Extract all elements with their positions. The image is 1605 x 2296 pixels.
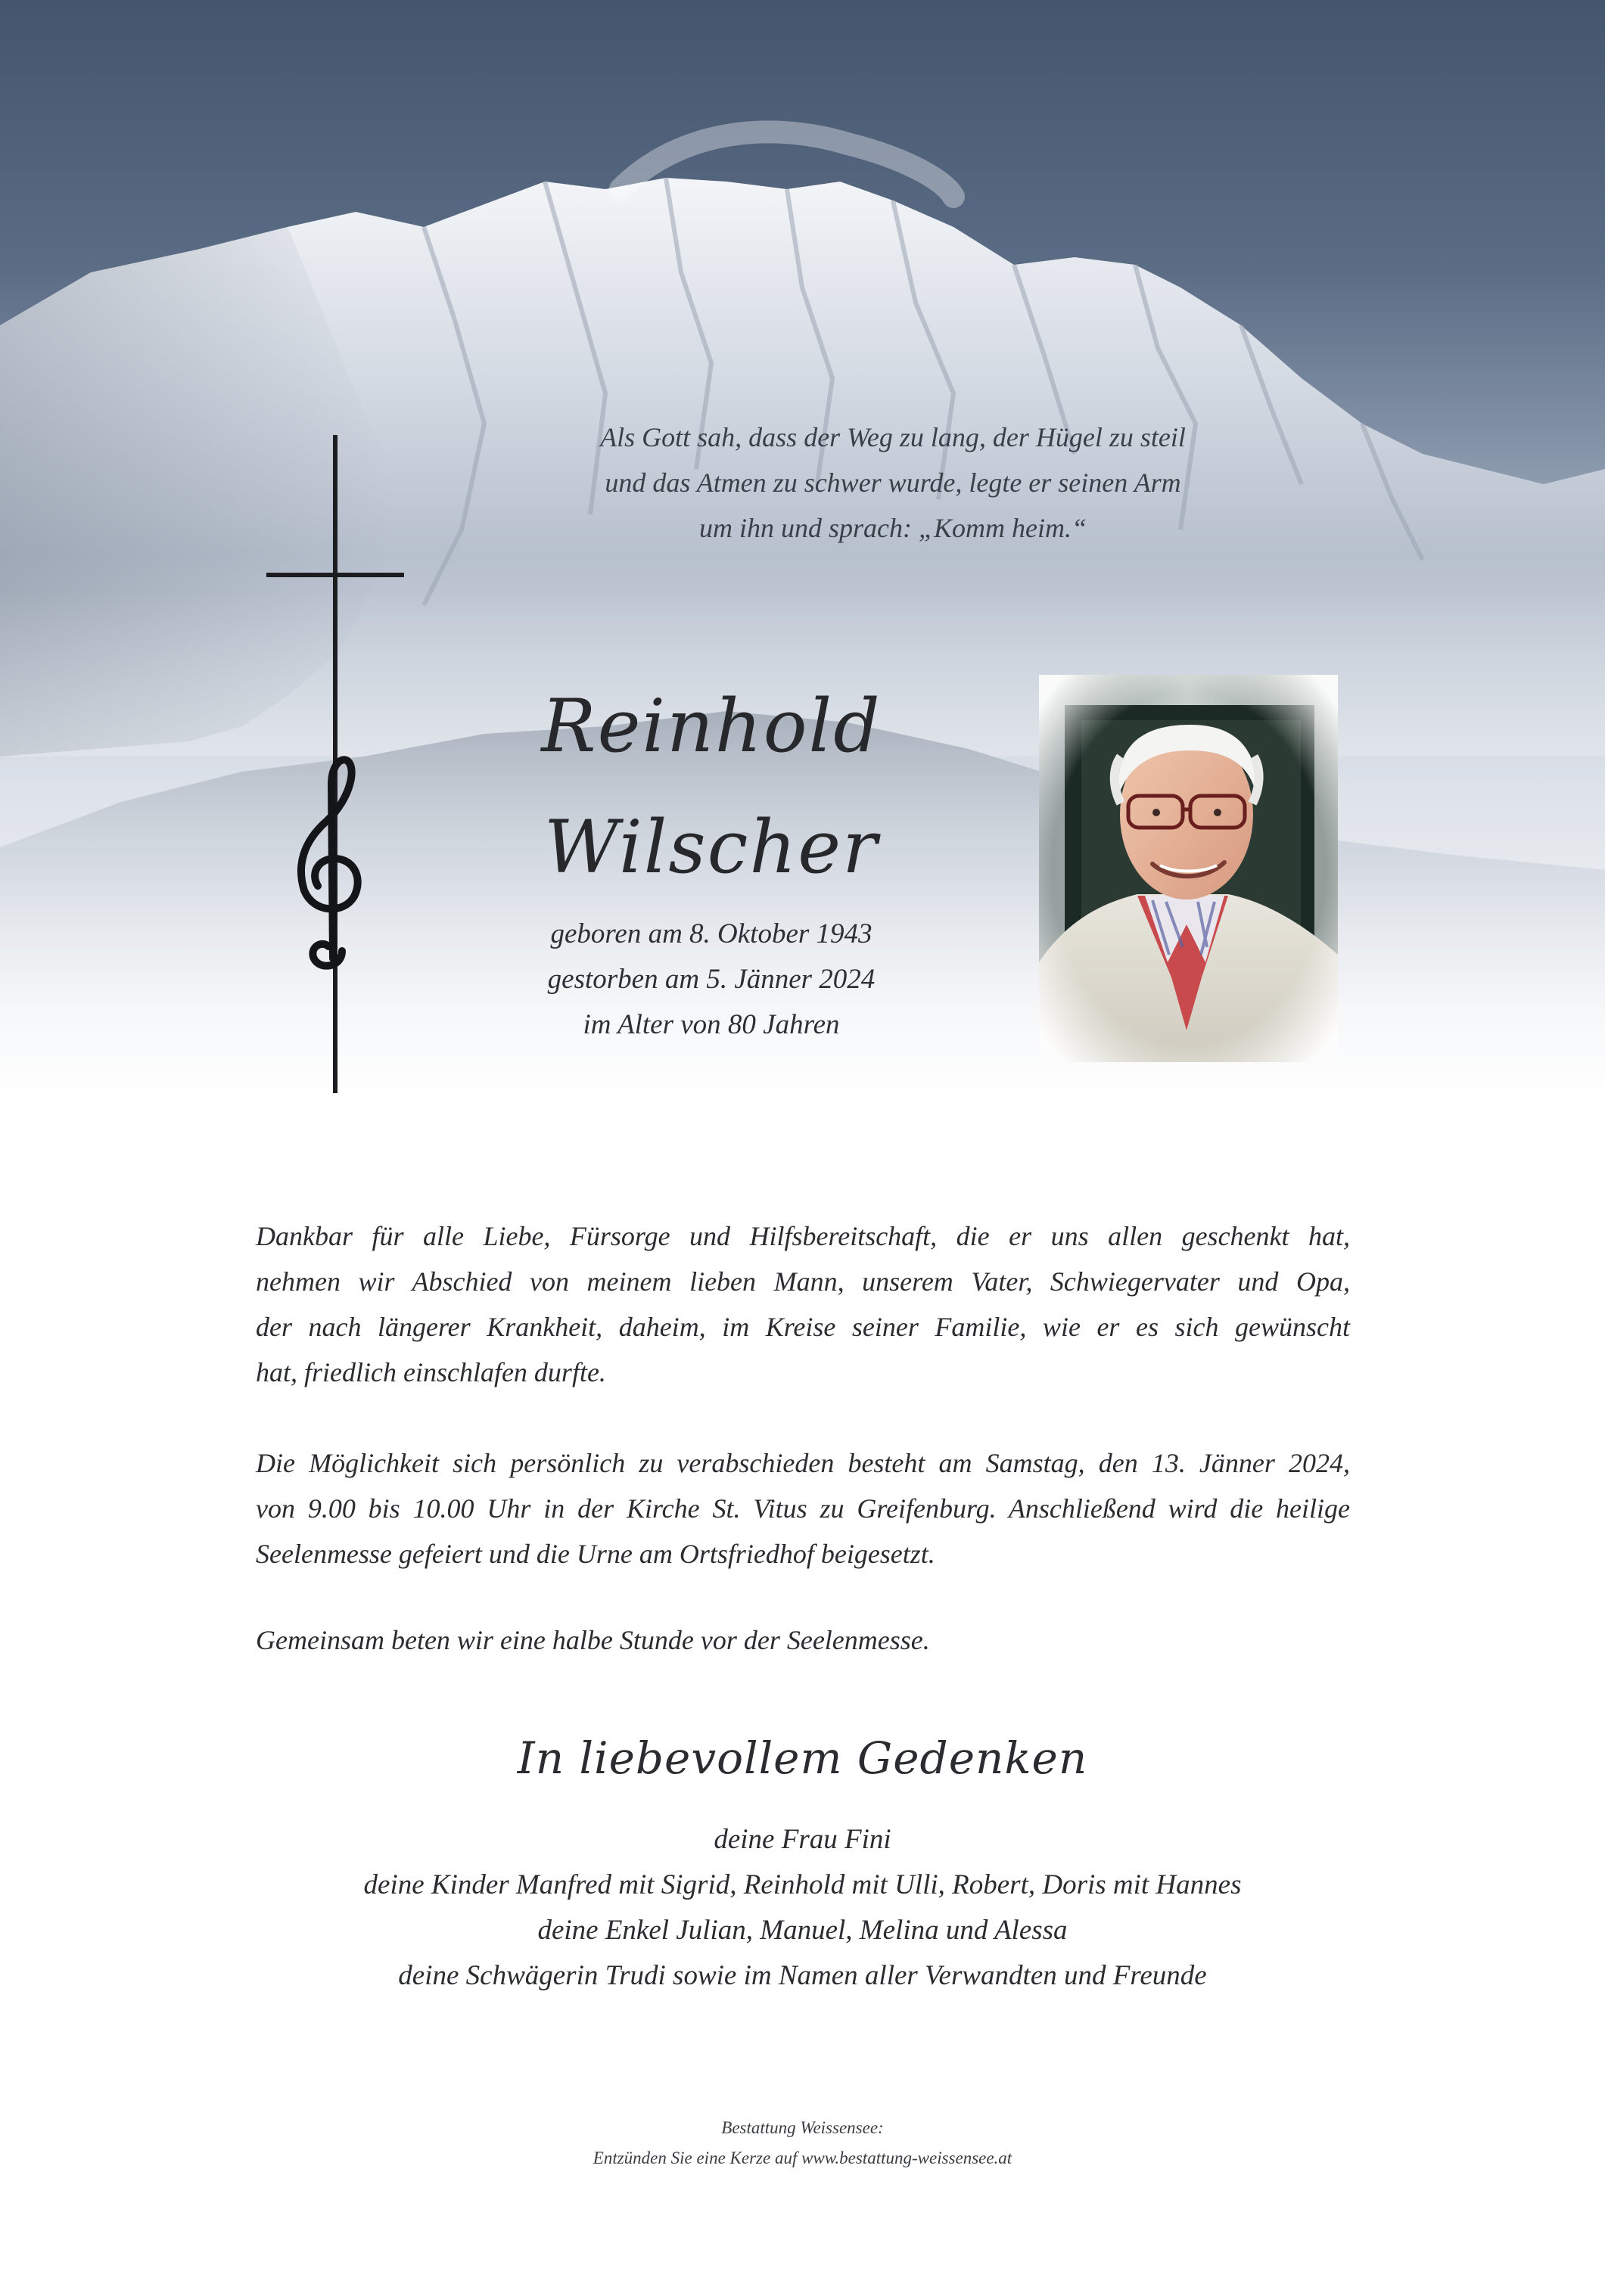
candle-website-note[interactable]: Entzünden Sie eine Kerze auf www.bestattung-weissensee.at xyxy=(593,2148,1012,2167)
paragraph-line: Gemeinsam beten wir eine halbe Stunde vor der Seelenmesse. xyxy=(256,1625,930,1655)
mourner-line: deine Frau Fini xyxy=(714,1824,891,1855)
deceased-last-name: Wilscher xyxy=(544,805,879,890)
verse-line: Als Gott sah, dass der Weg zu lang, der Hügel zu steil xyxy=(600,422,1186,452)
funeral-home-footer xyxy=(0,2113,1605,2173)
funeral-home-name: Bestattung Weissensee: xyxy=(721,2118,884,2137)
portrait-photo xyxy=(1039,675,1338,1062)
deceased-first-name: Reinhold xyxy=(541,684,882,769)
prayer-paragraph xyxy=(256,1617,1350,1663)
paragraph-line: Dankbar für alle Liebe, Fürsorge und Hilfsbereitschaft, die er uns allen geschenkt hat, xyxy=(256,1221,1350,1251)
verse-line: um ihn und sprach: „Komm heim.“ xyxy=(698,513,1087,543)
portrait-illustration xyxy=(1039,675,1338,1062)
birth-date: geboren am 8. Oktober 1943 xyxy=(550,918,872,949)
treble-clef-icon xyxy=(288,753,378,972)
mourner-line: deine Enkel Julian, Manuel, Melina und Alessa xyxy=(537,1915,1068,1946)
paragraph-line: Seelenmesse gefeiert und die Urne am Ortsfriedhof beigesetzt. xyxy=(256,1539,935,1569)
mourner-line: deine Schwägerin Trudi sowie im Namen aller Verwandten und Freunde xyxy=(398,1960,1207,1991)
announcement-paragraph xyxy=(256,1213,1350,1395)
age-at-death: im Alter von 80 Jahren xyxy=(583,1009,840,1040)
paragraph-line: hat, friedlich einschlafen durfte. xyxy=(256,1357,606,1387)
mourners-list xyxy=(0,1817,1605,1999)
verse-line: und das Atmen zu schwer wurde, legte er seinen Arm xyxy=(605,468,1181,498)
mourner-line: deine Kinder Manfred mit Sigrid, Reinhold mit Ulli, Robert, Doris mit Hannes xyxy=(363,1869,1242,1900)
paragraph-line: von 9.00 bis 10.00 Uhr in der Kirche St. Vitus zu Greifenburg. Anschließend wird die heilige xyxy=(256,1493,1350,1524)
verse-block xyxy=(484,415,1302,551)
farewell-details-paragraph xyxy=(256,1440,1350,1577)
paragraph-line: nehmen wir Abschied von meinem lieben Mann, unserem Vater, Schwiegervater und Opa, xyxy=(256,1266,1350,1297)
paragraph-line: der nach längerer Krankheit, daheim, im Kreise seiner Familie, wie er es sich gewünscht xyxy=(256,1312,1350,1342)
paragraph-line: Die Möglichkeit sich persönlich zu verabschieden besteht am Samstag, den 13. Jänner 2024, xyxy=(256,1448,1350,1478)
death-date: gestorben am 5. Jänner 2024 xyxy=(547,964,876,995)
closing-phrase: In liebevollem Gedenken xyxy=(517,1732,1088,1784)
life-dates xyxy=(484,912,938,1048)
